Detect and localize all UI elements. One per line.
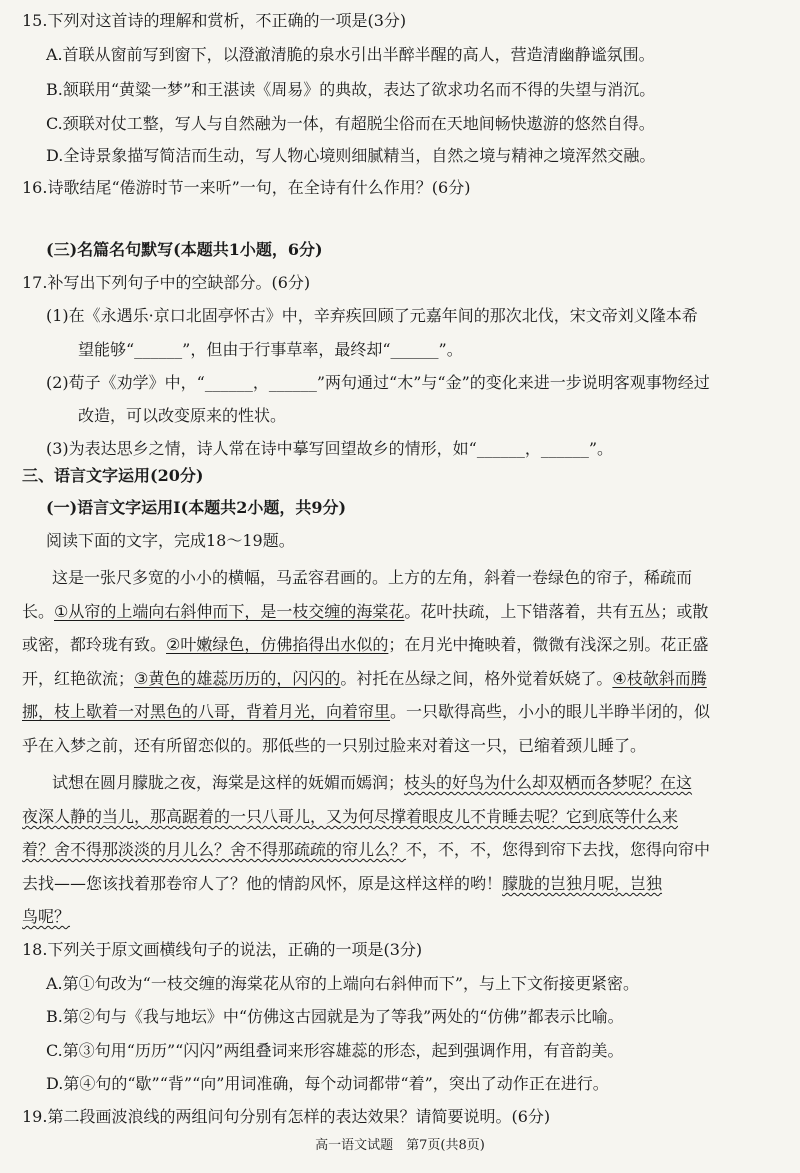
q15-option-d: D.全诗景象描写简洁而生动，写人物心境则细腻精当，自然之境与精神之境浑然交融。 — [46, 146, 656, 165]
q17-item2-line1: (2)荀子《劝学》中，“______，______”两句通过“木”与“金”的变化来进一步说明客观事物经过 — [46, 373, 710, 392]
passage-line — [22, 906, 70, 928]
underlined-sentence-4-cont: 挪，枝上歇着一对黑色的八哥，背着月光，向着帘里 — [22, 702, 391, 721]
passage-line — [22, 668, 707, 690]
underlined-sentence-2: ②叶嫩绿色，仿佛掐得出水似的 — [166, 635, 389, 654]
passage-text: 。衬托在丛绿之间，格外觉着妖娆了。 — [340, 669, 613, 688]
passage-line: 这是一张尺多宽的小小的横幅，马孟容君画的。上方的左角，斜着一卷绿色的帘子，稀疏而 — [52, 568, 693, 587]
q18-option-c: C.第③句用“历历”“闪闪”两组叠词来形容雄蕊的形态，起到强调作用，有音韵美。 — [46, 1041, 624, 1060]
wavy-question-group-2: 朦胧的岂独月呢，岂独 — [502, 874, 663, 893]
q18-option-d: D.第④句的“歇”“背”“向”用词准确，每个动词都带“着”，突出了动作正在进行。 — [46, 1074, 609, 1093]
sub1-title: (一)语言文字运用Ⅰ(本题共2小题，共9分) — [46, 498, 347, 517]
passage-text: 长。 — [22, 602, 55, 621]
passage-text: 。花叶扶疏，上下错落着，共有五丛；或散 — [404, 602, 709, 621]
passage-text: 去找——您该找着那卷帘人了？他的情韵风怀，原是这样这样的哟！ — [22, 874, 503, 893]
passage-line — [22, 601, 708, 623]
wavy-question-group-2-end: 鸟呢？ — [22, 907, 71, 926]
q15-option-c: C.颈联对仗工整，写人与自然融为一体，有超脱尘俗而在天地间畅快遨游的悠然自得。 — [46, 114, 655, 133]
q18-stem: 18.下列关于原文画横线句子的说法，正确的一项是(3分) — [22, 940, 423, 959]
passage-line — [22, 806, 678, 828]
wavy-question-group-1-end: 着？舍不得那淡淡的月儿么？舍不得那疏疏的帘儿么？ — [22, 840, 407, 859]
q16: 16.诗歌结尾“倦游时节一来听”一句，在全诗有什么作用？(6分) — [22, 178, 471, 197]
q17-item2-line2: 改造，可以改变原来的性状。 — [78, 406, 287, 425]
wavy-question-group-1-cont: 夜深人静的当儿，那高踞着的一只八哥儿，又为何尽撑着眼皮儿不肯睡去呢？它到底等什么来 — [22, 807, 679, 826]
q17-stem: 17.补写出下列句子中的空缺部分。(6分) — [22, 273, 311, 292]
passage-text: 试想在圆月朦胧之夜，海棠是这样的妩媚而嫣润； — [52, 773, 405, 792]
q18-option-b: B.第②句与《我与地坛》中“仿佛这古园就是为了等我”两处的“仿佛”都表示比喻。 — [46, 1007, 624, 1026]
passage-line — [52, 772, 692, 794]
underlined-sentence-3: ③黄色的雄蕊历历的，闪闪的 — [134, 669, 341, 688]
section3-title: (三)名篇名句默写(本题共1小题，6分) — [46, 240, 323, 259]
passage-text: 不，不，不，您得到帘下去找，您得向帘中 — [406, 840, 711, 859]
passage-line: 乎在入梦之前，还有所留恋似的。那低些的一只别过脸来对着这一只，已缩着颈儿睡了。 — [22, 736, 647, 755]
passage-text: 或密，都玲珑有致。 — [22, 635, 167, 654]
passage-text: 。一只歇得高些，小小的眼儿半睁半闭的，似 — [390, 702, 711, 721]
q17-item3: (3)为表达思乡之情，诗人常在诗中摹写回望故乡的情形，如“______，______”。 — [46, 439, 614, 458]
q19: 19.第二段画波浪线的两组问句分别有怎样的表达效果？请简要说明。(6分) — [22, 1107, 551, 1126]
passage-text: ；在月光中掩映着，微微有浅深之别。花正盛 — [388, 635, 709, 654]
passage-line — [22, 701, 710, 723]
q18-option-a: A.第①句改为“一枝交缠的海棠花从帘的上端向右斜伸而下”，与上下文衔接更紧密。 — [46, 974, 640, 993]
part3-title: 三、语言文字运用(20分) — [22, 466, 204, 485]
q17-item1-line1: (1)在《永遇乐·京口北固亭怀古》中，辛弃疾回顾了元嘉年间的那次北伐，宋文帝刘义隆本希 — [46, 306, 698, 325]
passage-text: 开，红艳欲流； — [22, 669, 135, 688]
reading-instruction: 阅读下面的文字，完成18～19题。 — [46, 531, 295, 550]
wavy-question-group-1: 枝头的好鸟为什么却双栖而各梦呢？在这 — [404, 773, 693, 792]
passage-line — [22, 634, 708, 656]
q15-option-a: A.首联从窗前写到窗下，以澄澈清脆的泉水引出半醉半醒的高人，营造清幽静谧氛围。 — [46, 45, 655, 64]
passage-line — [22, 873, 662, 895]
underlined-sentence-4: ④枝欹斜而腾 — [612, 669, 707, 688]
q15-option-b: B.颔联用“黄粱一梦”和王湛读《周易》的典故，表达了欲求功名而不得的失望与消沉。 — [46, 80, 656, 99]
page-footer: 高一语文试题 第7页(共8页) — [315, 1138, 485, 1153]
q17-item1-line2: 望能够“______”，但由于行事草率，最终却“______”。 — [78, 340, 463, 359]
q15-stem: 15.下列对这首诗的理解和赏析，不正确的一项是(3分) — [22, 11, 407, 30]
underlined-sentence-1: ①从帘的上端向右斜伸而下，是一枝交缠的海棠花 — [54, 602, 405, 621]
passage-line — [22, 839, 710, 861]
